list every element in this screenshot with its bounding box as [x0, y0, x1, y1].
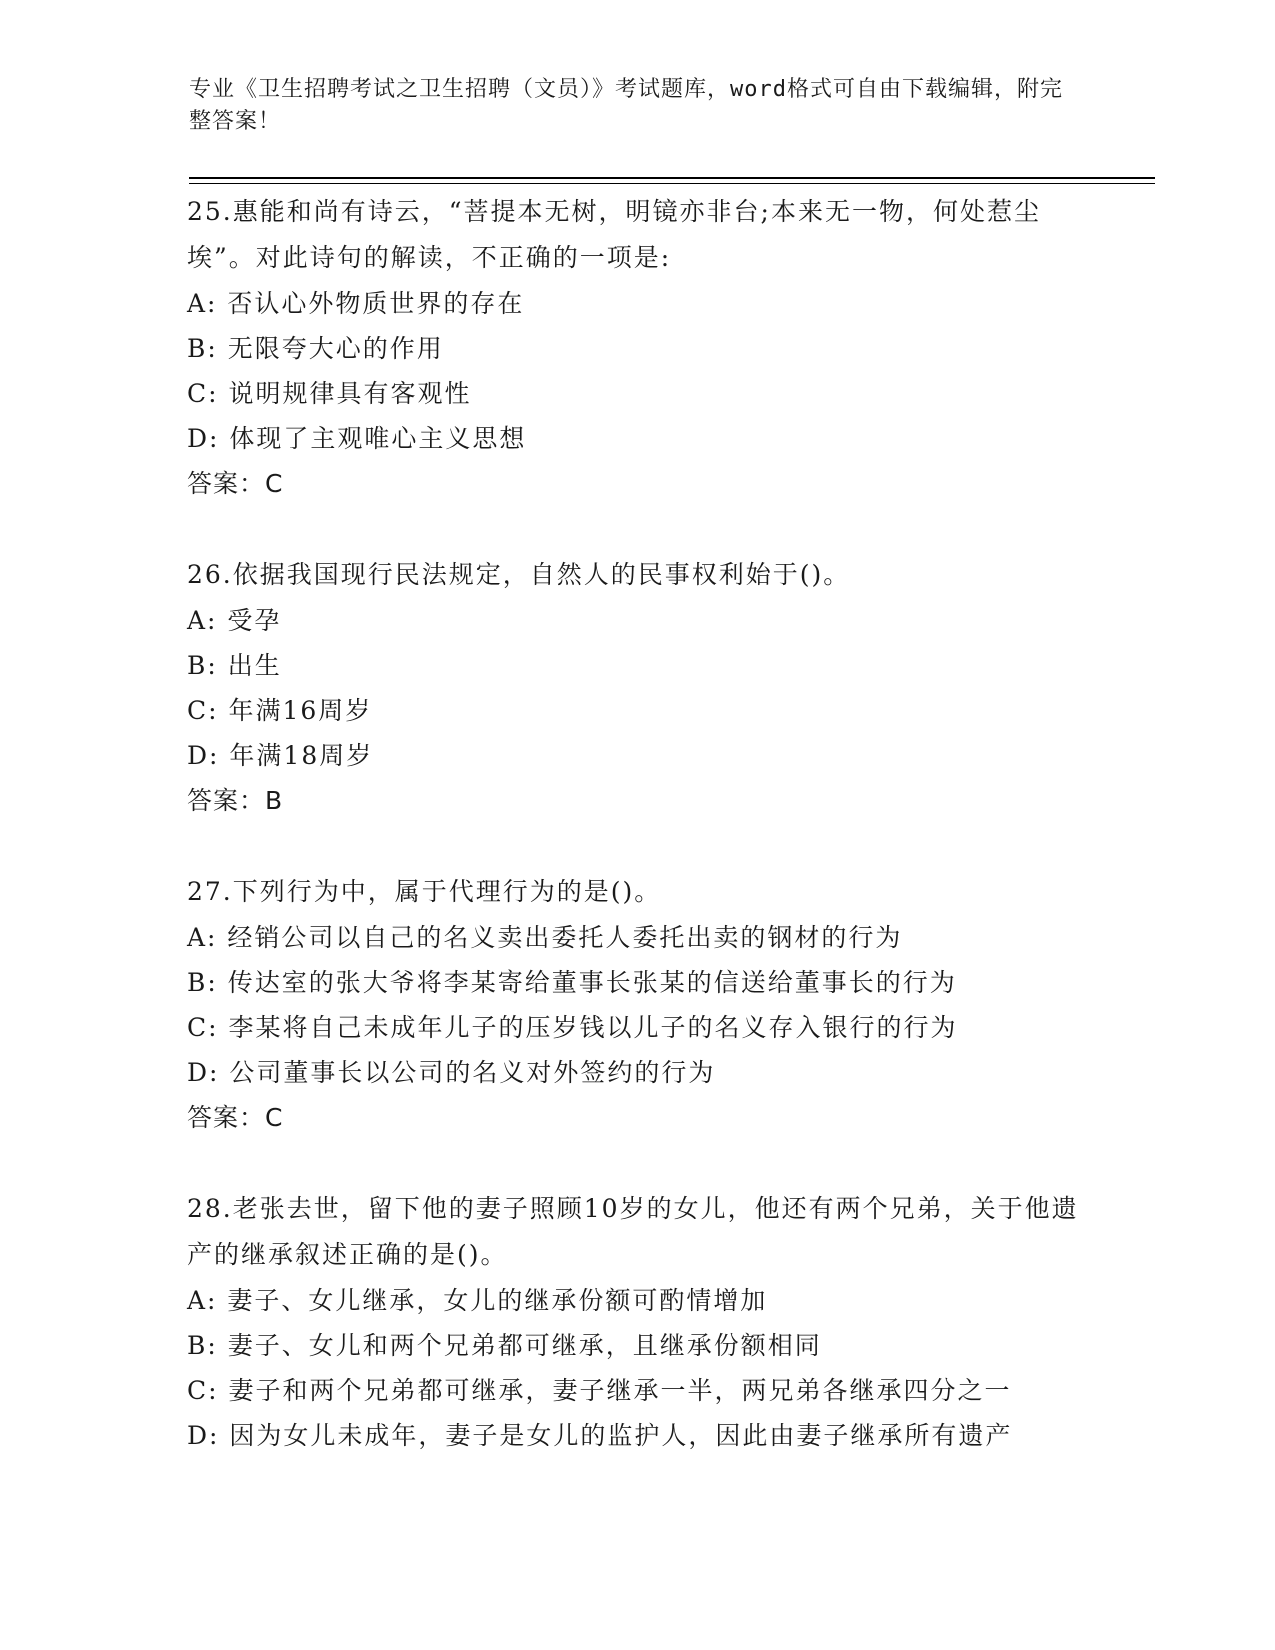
question-27	[187, 869, 1087, 1141]
question-25	[187, 189, 1087, 507]
answer-label: 答案：C	[187, 469, 284, 498]
option-b: B: 出生	[187, 651, 282, 680]
option-a: A: 否认心外物质世界的存在	[187, 289, 525, 318]
document-header: 专业《卫生招聘考试之卫生招聘（文员）》考试题库，word格式可自由下载编辑，附完整答案！	[189, 77, 1063, 134]
option-c: C: 李某将自己未成年儿子的压岁钱以儿子的名义存入银行的行为	[187, 1013, 958, 1042]
option-c: C: 说明规律具有客观性	[187, 379, 472, 408]
question-stem: 27.下列行为中，属于代理行为的是()。	[187, 877, 662, 906]
question-28	[187, 1186, 1087, 1458]
option-a: A: 受孕	[187, 606, 282, 635]
option-d: D: 因为女儿未成年，妻子是女儿的监护人，因此由妻子继承所有遗产	[187, 1421, 1013, 1450]
answer-label: 答案：B	[187, 786, 284, 815]
header-divider-thin	[189, 183, 1155, 184]
question-list	[187, 189, 1087, 1503]
option-a: A: 经销公司以自己的名义卖出委托人委托出卖的钢材的行为	[187, 923, 903, 952]
option-d: D: 年满18周岁	[187, 741, 374, 770]
option-d: D: 公司董事长以公司的名义对外签约的行为	[187, 1058, 716, 1087]
option-b: B: 妻子、女儿和两个兄弟都可继承，且继承份额相同	[187, 1331, 822, 1360]
answer-label: 答案：C	[187, 1103, 284, 1132]
option-a: A: 妻子、女儿继承，女儿的继承份额可酌情增加	[187, 1286, 768, 1315]
option-b: B: 无限夸大心的作用	[187, 334, 444, 363]
question-stem: 25.惠能和尚有诗云，“菩提本无树，明镜亦非台;本来无一物，何处惹尘埃”。对此诗句的解读，不正确的一项是:	[187, 197, 1041, 272]
option-c: C: 年满16周岁	[187, 696, 373, 725]
option-b: B: 传达室的张大爷将李某寄给董事长张某的信送给董事长的行为	[187, 968, 957, 997]
question-26	[187, 552, 1087, 824]
header-divider-thick	[189, 177, 1155, 179]
question-stem: 26.依据我国现行民法规定，自然人的民事权利始于()。	[187, 560, 851, 589]
option-d: D: 体现了主观唯心主义思想	[187, 424, 527, 453]
question-stem: 28.老张去世，留下他的妻子照顾10岁的女儿，他还有两个兄弟，关于他遗产的继承叙述正确的是()。	[187, 1194, 1079, 1269]
option-c: C: 妻子和两个兄弟都可继承，妻子继承一半，两兄弟各继承四分之一	[187, 1376, 1012, 1405]
